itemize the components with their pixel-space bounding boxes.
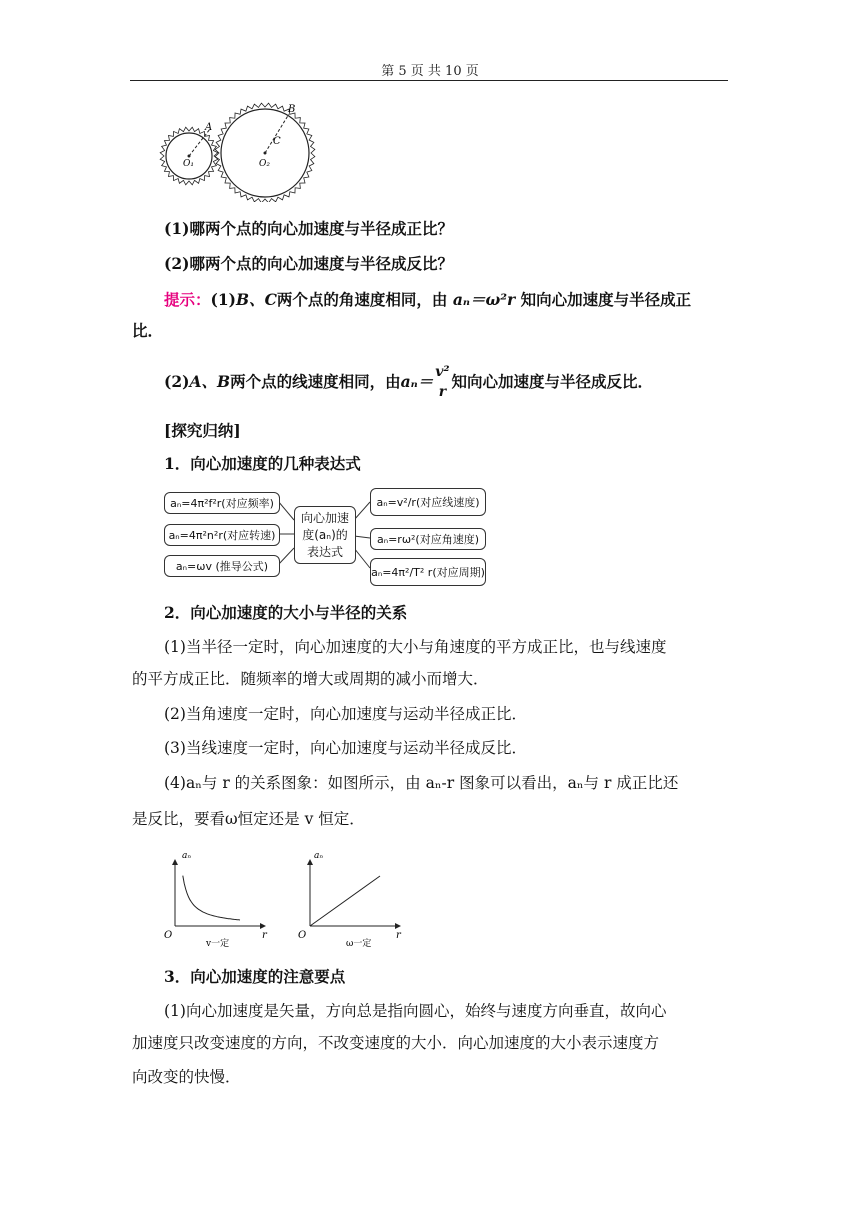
question-2: (2)哪两个点的向心加速度与半径成反比？: [164, 254, 453, 273]
relation-1-line-2: 的平方成正比．随频率的增大或周期的减小而增大．: [132, 670, 489, 688]
formula-box-frequency: aₙ=4π²f²r(对应频率): [164, 492, 280, 514]
right-y-label: aₙ: [314, 851, 324, 861]
center-o2: [264, 152, 267, 155]
left-caption: v一定: [206, 939, 230, 949]
formula-box-linear-velocity: aₙ=v²/r(对应线速度): [370, 488, 486, 516]
left-x-label: r: [262, 930, 267, 941]
label-c: C: [273, 136, 281, 147]
hint-line-1: 提示：(1)B、C两个点的角速度相同，由 aₙ＝ω²r 知向心加速度与半径成正: [164, 290, 692, 309]
header-rule: [130, 80, 728, 81]
section-3-title: 3．向心加速度的注意要点: [164, 967, 346, 986]
right-x-label: r: [396, 930, 401, 941]
formula-omega: aₙ＝ω²r: [452, 290, 516, 309]
note-1-line-3: 向改变的快慢．: [132, 1068, 241, 1086]
relation-3: (3)当线速度一定时，向心加速度与运动半径成反比．: [164, 739, 527, 757]
right-origin: O: [298, 930, 307, 941]
note-1-line-1: (1)向心加速度是矢量，方向总是指向圆心，始终与速度方向垂直，故向心: [164, 1002, 667, 1020]
hint-label: 提示：: [164, 290, 211, 309]
section-label: [探究归纳]: [164, 421, 241, 440]
gears-figure: [158, 96, 328, 202]
formula-center-box: 向心加速 度(aₙ)的 表达式: [294, 506, 356, 564]
left-origin: O: [164, 930, 173, 941]
fraction-v2-r: v² r: [435, 364, 450, 400]
hint-line-2: (2) A、B 两个点的线速度相同，由 aₙ＝ v² r 知向心加速度与半径成反比．: [164, 364, 654, 400]
linear-line: [310, 876, 380, 926]
page-header: 第 5 页 共 10 页: [381, 64, 479, 79]
label-a: A: [205, 122, 213, 133]
center-o1: [188, 155, 191, 158]
inverse-curve: [183, 876, 240, 920]
question-1: (1)哪两个点的向心加速度与半径成正比？: [164, 219, 453, 238]
relation-4-line-1: (4)aₙ与 r 的关系图象：如图所示，由 aₙ-r 图象可以看出，aₙ与 r 成正比还: [164, 774, 679, 792]
section-1-title: 1．向心加速度的几种表达式: [164, 454, 361, 473]
note-1-line-2: 加速度只改变速度的方向，不改变速度的大小．向心加速度的大小表示速度方: [132, 1034, 660, 1052]
label-o1: O₁: [183, 159, 194, 169]
an-r-graphs: [160, 846, 410, 952]
right-caption: ω一定: [346, 939, 372, 949]
formula-box-period: aₙ=4π²/T² r(对应周期): [370, 558, 486, 586]
left-y-label: aₙ: [182, 851, 192, 861]
section-2-title: 2．向心加速度的大小与半径的关系: [164, 603, 408, 622]
relation-4-line-2: 是反比，要看ω恒定还是 v 恒定．: [132, 810, 365, 828]
formula-box-derived: aₙ=ωv (推导公式): [164, 555, 280, 577]
formula-box-angular-velocity: aₙ=rω²(对应角速度): [370, 528, 486, 550]
label-b: B: [288, 104, 296, 115]
formula-box-speed: aₙ=4π²n²r(对应转速): [164, 524, 280, 546]
relation-2: (2)当角速度一定时，向心加速度与运动半径成正比．: [164, 705, 527, 723]
hint-line-1-cont: 比．: [132, 321, 164, 340]
relation-1-line-1: (1)当半径一定时，向心加速度的大小与角速度的平方成正比，也与线速度: [164, 638, 667, 656]
label-o2: O₂: [259, 159, 270, 169]
